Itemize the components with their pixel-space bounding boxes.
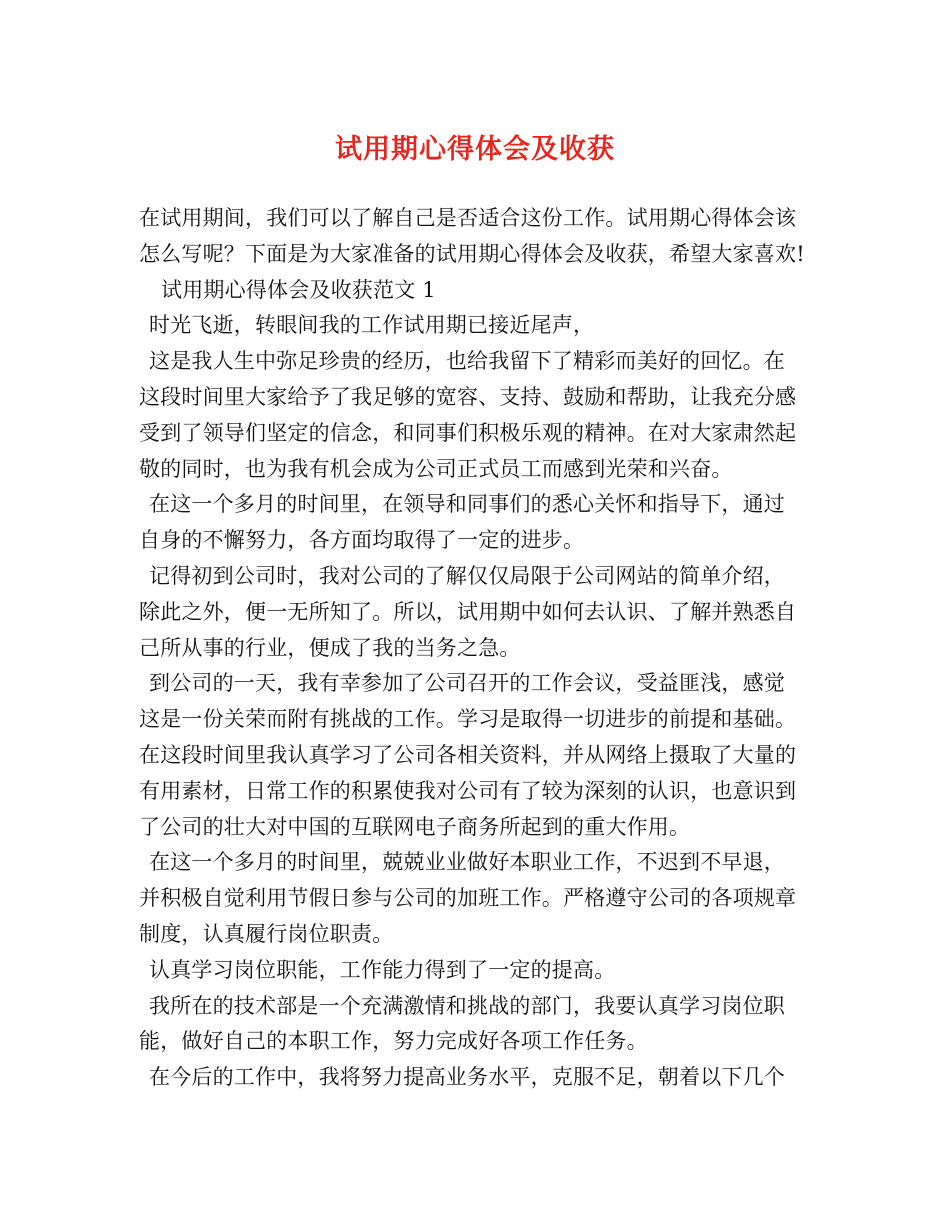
paragraph-line: 并积极自觉利用节假日参与公司的加班工作。严格遵守公司的各项规章 [139,886,797,911]
paragraph-line: 怎么写呢？下面是为大家准备的试用期心得体会及收获，希望大家喜欢! [139,241,805,266]
paragraph-line: 除此之外，便一无所知了。所以，试用期中如何去认识、了解并熟悉自 [139,599,797,624]
paragraph-line: 受到了领导们坚定的信念，和同事们积极乐观的精神。在对大家肃然起 [139,420,797,445]
paragraph-line: 制度，认真履行岗位职责。 [139,921,394,946]
paragraph-line: 到公司的一天，我有幸参加了公司召开的工作会议，受益匪浅，感觉 [149,671,785,696]
paragraph-line: 认真学习岗位职能，工作能力得到了一定的提高。 [149,957,616,982]
paragraph-line: 我所在的技术部是一个充满激情和挑战的部门，我要认真学习岗位职 [149,993,785,1018]
document-body [139,201,829,1096]
document-title: 试用期心得体会及收获 [335,134,615,165]
paragraph-line: 在这一个多月的时间里，在领导和同事们的悉心关怀和指导下，通过 [149,492,785,517]
paragraph-line: 记得初到公司时，我对公司的了解仅仅局限于公司网站的简单介绍， [149,563,785,588]
paragraph-line: 能，做好自己的本职工作，努力完成好各项工作任务。 [139,1029,648,1054]
paragraph-line: 己所从事的行业，便成了我的当务之急。 [139,635,521,660]
paragraph-line: 在今后的工作中，我将努力提高业务水平，克服不足，朝着以下几个 [149,1065,785,1090]
paragraph-line: 有用素材，日常工作的积累使我对公司有了较为深刻的认识，也意识到 [139,778,797,803]
paragraph-line: 时光飞逝，转眼间我的工作试用期已接近尾声， [149,313,595,338]
paragraph-line: 在试用期间，我们可以了解自己是否适合这份工作。试用期心得体会该 [139,206,797,230]
paragraph-line: 敬的同时，也为我有机会成为公司正式员工而感到光荣和兴奋。 [139,456,733,481]
paragraph-line: 自身的不懈努力，各方面均取得了一定的进步。 [139,528,585,553]
paragraph-line: 这是一份关荣而附有挑战的工作。学习是取得一切进步的前提和基础。 [139,707,797,732]
paragraph-line: 了公司的壮大对中国的互联网电子商务所起到的重大作用。 [139,814,691,839]
paragraph-line: 这是我人生中弥足珍贵的经历，也给我留下了精彩而美好的回忆。在 [149,349,785,374]
paragraph-line: 这段时间里大家给予了我足够的宽容、支持、鼓励和帮助，让我充分感 [139,384,797,409]
section-heading: 试用期心得体会及收获范文 1 [161,277,436,302]
paragraph-line: 在这一个多月的时间里，兢兢业业做好本职业工作，不迟到不早退， [149,850,785,875]
paragraph-line: 在这段时间里我认真学习了公司各相关资料，并从网络上摄取了大量的 [139,742,797,767]
